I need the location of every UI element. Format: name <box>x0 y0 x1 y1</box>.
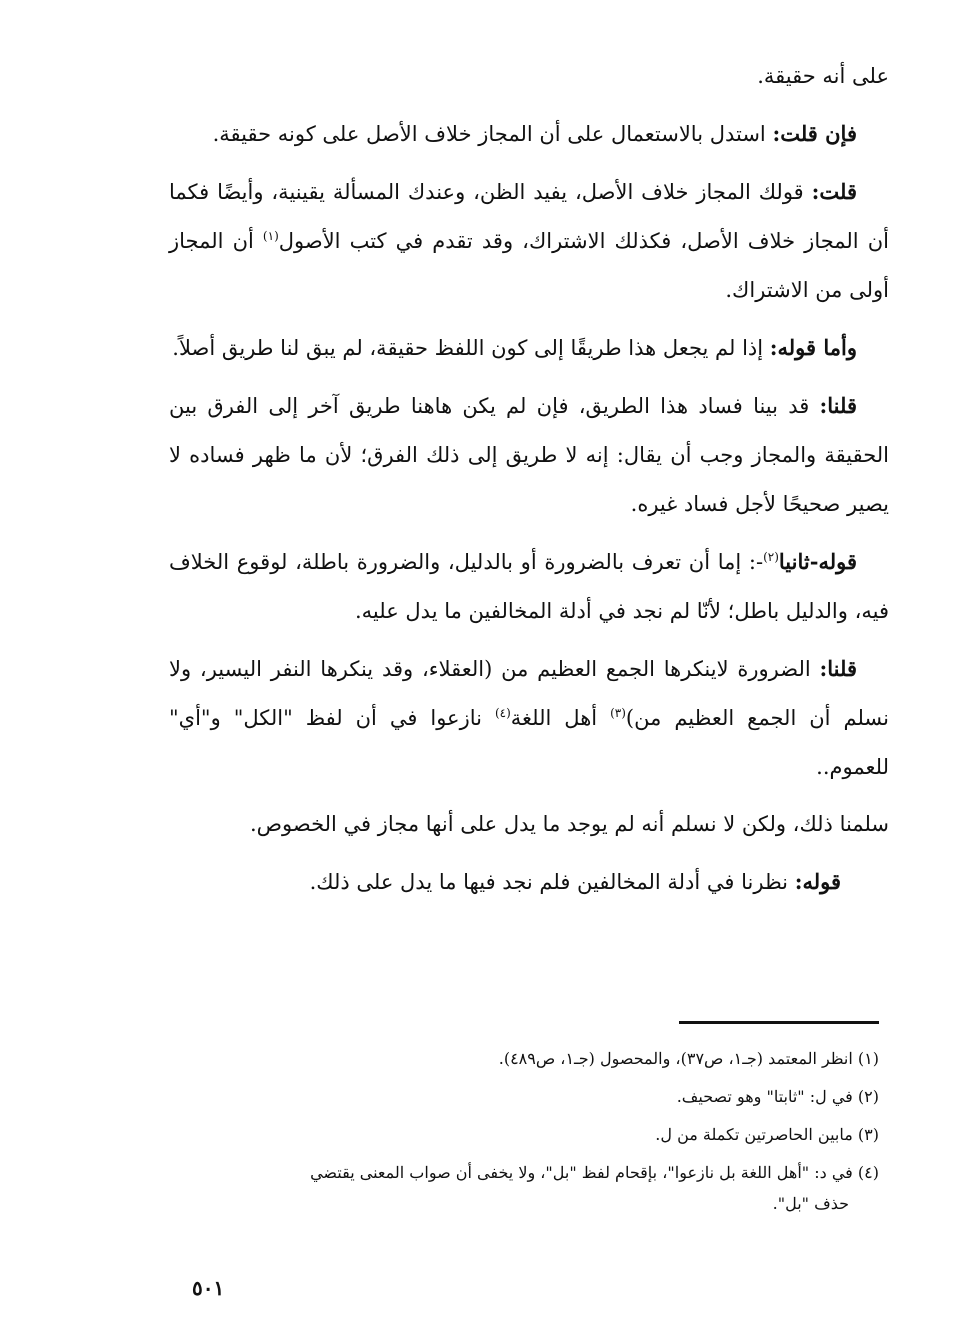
paragraph-3 <box>169 167 889 315</box>
paragraph-7 <box>169 644 889 792</box>
paragraph-text: سلمنا ذلك، ولكن لا نسلم أنه لم يوجد ما يدل على أنها مجاز في الخصوص. <box>249 812 889 836</box>
paragraph-2 <box>169 109 889 159</box>
paragraph-lead: قوله: <box>794 869 841 894</box>
paragraph-text: قد بينا فساد هذا الطريق، فإن لم يكن هاهنا طريق آخر إلى الفرق بين الحقيقة والمجاز وجب أن يقال: إنه لا طريق إلى ذلك الفرق؛ لأن ما ظهر فساده لا يصير صحيحًا لأجل فساد غيره. <box>169 394 889 516</box>
footnote-1: (١) انظر المعتمد (جـ١، ص٣٧)، والمحصول (جـ١، ص٤٨٩). <box>498 1049 879 1068</box>
paragraph-lead: وأما قوله: <box>769 335 857 360</box>
paragraph-text-mid: أهل اللغة <box>510 706 611 730</box>
footnote-separator <box>679 1021 879 1024</box>
paragraph-9 <box>169 857 889 907</box>
footnote-2: (٢) في ل: "ثابتا" وهو تصحيف. <box>676 1087 879 1106</box>
paragraph-lead: قلنا: <box>819 656 857 681</box>
paragraph-lead: قوله-ثانيا <box>778 549 857 574</box>
footnotes <box>179 1043 879 1226</box>
footnote-mark-2: (٢) <box>763 550 779 564</box>
footnote-3: (٣) مابين الحاصرتين تكملة من ل. <box>655 1125 879 1144</box>
paragraph-8 <box>169 800 889 849</box>
paragraph-text: : إما أن تعرف بالضرورة أو بالدليل، والضرورة باطلة، لوقوع الخلاف فيه، والدليل باطل؛ لأنّا لم نجد في أدلة المخالفين ما يدل عليه. <box>169 550 889 623</box>
paragraph-text: نظرنا في أدلة المخالفين فلم نجد فيها ما يدل على ذلك. <box>309 870 795 894</box>
paragraph-text: على أنه حقيقة. <box>757 64 889 88</box>
paragraph-dash: - <box>755 550 764 574</box>
paragraph-text: استدل بالاستعمال على أن المجاز خلاف الأصل على كونه حقيقة. <box>212 122 773 146</box>
footnote-mark-3: (٣) <box>610 706 626 720</box>
paragraph-4 <box>169 323 889 373</box>
paragraph-1 <box>169 52 889 101</box>
footnote-4-text: (٤) في د: "أهل اللغة بل نازعوا"، بإقحام لفظ "بل"، ولا يخفى أن صواب المعنى يقتضي <box>310 1163 879 1182</box>
footnote-4 <box>179 1157 879 1219</box>
paragraph-text-end: نازعوا في أن لفظ "الكل" و"أي" للعموم.. <box>169 706 889 779</box>
footnote-4-continuation: حذف "بل". <box>772 1194 849 1213</box>
paragraph-text: قولك المجاز خلاف الأصل، يفيد الظن، وعندك المسألة يقينية، وأيضًا فكما أن المجاز خلاف الأصل، فكذلك الاشتراك، وقد تقدم في كتب الأصول <box>169 180 889 253</box>
paragraph-lead: فإن قلت: <box>772 121 857 146</box>
page-number: ٥٠١ <box>192 1276 225 1300</box>
paragraph-lead: قلنا: <box>819 393 857 418</box>
paragraph-text: الضرورة لاينكرها الجمع العظيم من (العقلاء، وقد ينكرها النفر اليسير، ولا نسلم أن الجمع العظيم من) <box>169 657 889 730</box>
paragraph-text: إذا لم يجعل هذا طريقًا إلى كون اللفظ حقيقة، لم يبق لنا طريق أصلاً. <box>172 336 770 360</box>
paragraph-text-continued: أن المجاز أولى من الاشتراك. <box>169 229 889 302</box>
paragraph-5 <box>169 381 889 529</box>
footnote-mark-1: (١) <box>262 229 279 243</box>
main-text <box>169 52 889 915</box>
footnote-mark-4: (٤) <box>494 706 511 720</box>
paragraph-lead: قلت: <box>811 179 857 204</box>
paragraph-6 <box>169 537 889 636</box>
